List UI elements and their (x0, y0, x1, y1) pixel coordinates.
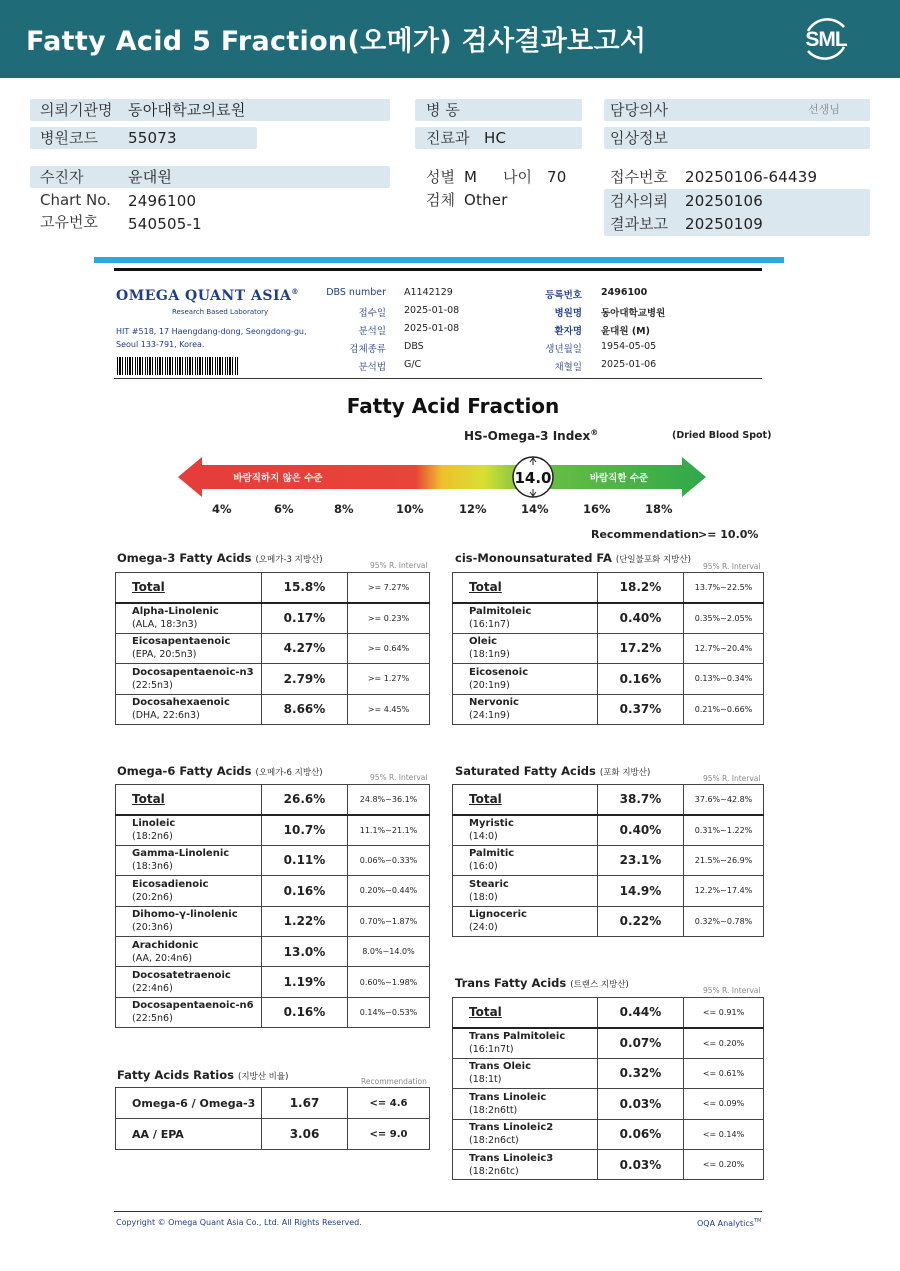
row-name-cell (116, 664, 262, 694)
gauge-value: 14.0 (514, 469, 552, 487)
row-value: 0.07% (598, 1028, 684, 1058)
table-row (116, 603, 430, 633)
table-row-total (453, 785, 764, 815)
row-value: 0.11% (262, 845, 348, 875)
row-name-cell (453, 664, 598, 694)
row-name: Arachidonic (132, 939, 199, 951)
mufa-title-text: cis-Monounsaturated FA (455, 551, 612, 565)
row-name-cell (116, 603, 262, 633)
table-row (453, 1149, 764, 1179)
row-name-cell (453, 633, 598, 663)
row-value: 23.1% (598, 845, 684, 875)
row-value: 0.06% (598, 1119, 684, 1149)
dbs-value: A1142129 (404, 287, 453, 298)
sample-type-label: 검체종류 (349, 344, 386, 355)
table-row (453, 1028, 764, 1058)
table-row (453, 664, 764, 694)
sex-label: 성별 (426, 168, 455, 186)
table-row (453, 1089, 764, 1119)
row-name-cell (116, 815, 262, 845)
table-row-total (116, 785, 430, 815)
scale-label: 8% (334, 502, 354, 516)
table-row (116, 664, 430, 694)
row-name: Palmitic (469, 848, 515, 860)
row-name-cell (116, 694, 262, 724)
total-value: 18.2% (598, 573, 684, 603)
sfa-title (455, 764, 650, 778)
row-name: Alpha-Linolenic (132, 606, 219, 618)
uid-label: 고유번호 (40, 213, 98, 231)
sml-logo-text: SML (805, 28, 847, 51)
row-name: Trans Oleic (469, 1061, 532, 1073)
row-value: 0.03% (598, 1089, 684, 1119)
row-name-cell (116, 845, 262, 875)
doctor-suffix: 선생님 (808, 103, 840, 116)
sample-type-value: DBS (404, 341, 424, 352)
analyzed-value: 2025-01-08 (404, 323, 460, 334)
oqa-subtitle: Research Based Laboratory (172, 308, 269, 316)
reception-label: 접수번호 (610, 168, 668, 186)
row-value: 0.22% (598, 906, 684, 936)
row-range: <= 4.6 (348, 1088, 430, 1119)
row-range: <= 0.09% (684, 1089, 764, 1119)
row-range: >= 4.45% (348, 694, 430, 724)
oqa-logo-reg: ® (291, 287, 299, 296)
total-label: Total (453, 573, 598, 603)
row-subname: (24:1n9) (469, 710, 510, 722)
row-range: 21.5%~26.9% (684, 845, 764, 875)
row-name: Nervonic (469, 697, 519, 709)
row-subname: (EPA, 20:5n3) (132, 649, 197, 661)
row-value: 2.79% (262, 664, 348, 694)
row-range: <= 0.20% (684, 1149, 764, 1179)
row-name: Omega-6 / Omega-3 (132, 1096, 256, 1110)
report-header (0, 0, 900, 78)
row-name-cell (453, 876, 598, 906)
row-name-cell (453, 603, 598, 633)
row-value: 0.16% (598, 664, 684, 694)
row-value: 0.32% (598, 1058, 684, 1088)
blue-divider (94, 257, 784, 263)
trans-title-text: Trans Fatty Acids (455, 976, 567, 990)
row-value: 14.9% (598, 876, 684, 906)
table-row (116, 1119, 430, 1150)
row-range: 0.06%~0.33% (348, 845, 430, 875)
total-value: 38.7% (598, 785, 684, 815)
received-label: 접수일 (358, 308, 386, 319)
dept-label: 진료과 (426, 129, 470, 147)
row-name: Lignoceric (469, 909, 527, 921)
trans-table (452, 997, 764, 1180)
row-value: 0.37% (598, 694, 684, 724)
row-value: 10.7% (262, 815, 348, 845)
ward-label: 병 동 (426, 101, 460, 119)
name-label: 수진자 (40, 168, 84, 186)
table-row (116, 997, 430, 1027)
row-name: Dihomo-γ-linolenic (132, 909, 238, 921)
total-range: 13.7%~22.5% (684, 573, 764, 603)
total-label: Total (453, 998, 598, 1028)
oqa-address-2: Seoul 133-791, Korea. (116, 340, 205, 349)
row-range: <= 0.20% (684, 1028, 764, 1058)
recommendation-value: >= 10.0% (698, 528, 759, 541)
row-name: Eicosapentaenoic (132, 636, 231, 648)
oqa-analytics-brand (697, 1218, 761, 1228)
table-row (116, 845, 430, 875)
row-value: 1.67 (262, 1088, 348, 1119)
trans-title-ko: (트랜스 지방산) (570, 980, 629, 990)
row-range: <= 9.0 (348, 1119, 430, 1150)
trans-interval-label: 95% R. Interval (703, 986, 761, 995)
row-name: Docosahexaenoic (132, 697, 230, 709)
meta-divider (114, 378, 762, 379)
institution-value: 동아대학교의료원 (128, 101, 246, 119)
row-value: 0.40% (598, 815, 684, 845)
table-row-total (116, 573, 430, 603)
row-subname: (18:2n6tt) (469, 1104, 518, 1116)
hospital-value: 동아대학교병원 (601, 308, 666, 319)
row-subname: (DHA, 22:6n3) (132, 710, 200, 722)
table-row-total (453, 573, 764, 603)
collected-value: 2025-01-06 (601, 359, 657, 370)
row-subname: (14:0) (469, 831, 498, 843)
hospital-code-label: 병원코드 (40, 129, 98, 147)
row-value: 0.16% (262, 997, 348, 1027)
row-range: 0.20%~0.44% (348, 876, 430, 906)
row-subname: (16:1n7t) (469, 1044, 514, 1056)
row-range: 0.70%~1.87% (348, 906, 430, 936)
row-name: Docosatetraenoic (132, 970, 231, 982)
dob-value: 1954-05-05 (601, 341, 657, 352)
ratios-title (117, 1068, 288, 1082)
oqa-address-1: HIT #518, 17 Haengdang-dong, Seongdong-gu, (116, 327, 307, 336)
omega3-interval-label: 95% R. Interval (370, 561, 428, 570)
table-row (116, 967, 430, 997)
dob-label: 생년월일 (545, 344, 582, 355)
scale-label: 12% (459, 502, 487, 516)
barcode (117, 357, 239, 375)
total-range: 24.8%~36.1% (348, 785, 430, 815)
row-name: Palmitoleic (469, 606, 532, 618)
row-subname: (18:1n9) (469, 649, 510, 661)
index-title-reg: ® (590, 428, 599, 437)
mufa-title (455, 551, 691, 565)
table-row (116, 633, 430, 663)
reg-value: 2496100 (601, 287, 648, 298)
row-value: 0.03% (598, 1149, 684, 1179)
row-subname: (18:3n6) (132, 861, 173, 873)
table-row (453, 876, 764, 906)
mufa-title-ko: (단일불포화 지방산) (615, 555, 691, 565)
table-row (116, 876, 430, 906)
reception-value: 20250106-64439 (685, 168, 818, 186)
table-row (116, 906, 430, 936)
row-subname: (18:1t) (469, 1074, 502, 1086)
clinical-label: 임상정보 (610, 129, 668, 147)
row-name: Oleic (469, 636, 498, 648)
row-name-cell (116, 906, 262, 936)
row-name-cell (453, 1028, 598, 1058)
row-name-cell (453, 845, 598, 875)
age-value: 70 (547, 168, 567, 186)
uid-value: 540505-1 (128, 215, 202, 233)
row-name: Trans Palmitoleic (469, 1031, 566, 1043)
row-range: >= 0.64% (348, 633, 430, 663)
row-range: >= 1.27% (348, 664, 430, 694)
row-name: Trans Linoleic3 (469, 1152, 554, 1164)
row-range: 8.0%~14.0% (348, 936, 430, 966)
report-date-value: 20250109 (685, 215, 763, 233)
report-title: Fatty Acid 5 Fraction(오메가) 검사결과보고서 (26, 26, 647, 57)
table-row (453, 1058, 764, 1088)
row-name-cell (453, 815, 598, 845)
row-range: 0.14%~0.53% (348, 997, 430, 1027)
name-value: 윤대원 (128, 168, 173, 186)
row-name-cell (453, 1089, 598, 1119)
row-name: Myristic (469, 818, 514, 830)
black-divider (114, 268, 762, 271)
row-value: 1.19% (262, 967, 348, 997)
table-row (453, 694, 764, 724)
total-label: Total (453, 785, 598, 815)
total-label: Total (116, 785, 262, 815)
row-range: 0.32%~0.78% (684, 906, 764, 936)
row-name: Eicosenoic (469, 666, 529, 678)
doctor-label: 담당의사 (610, 101, 668, 119)
row-value: 0.16% (262, 876, 348, 906)
row-name: Docosapentaenoic-n3 (132, 666, 254, 678)
row-name-cell (116, 1088, 262, 1119)
index-title-text: HS-Omega-3 Index (464, 429, 591, 443)
table-row (453, 906, 764, 936)
row-name: Linoleic (132, 818, 176, 830)
total-range: 37.6%~42.8% (684, 785, 764, 815)
sex-value: M (464, 168, 478, 186)
total-value: 26.6% (262, 785, 348, 815)
gauge-bad-label: 바람직하지 않은 수준 (233, 473, 323, 484)
sfa-interval-label: 95% R. Interval (703, 774, 761, 783)
omega3-title-ko: (오메가-3 지방산) (255, 555, 323, 565)
institution-label: 의뢰기관명 (40, 101, 113, 119)
scale-label: 18% (645, 502, 673, 516)
row-name-cell (116, 876, 262, 906)
received-value: 2025-01-08 (404, 305, 460, 316)
reg-label: 등록번호 (545, 290, 582, 301)
scale-label: 14% (521, 502, 549, 516)
row-range: 0.35%~2.05% (684, 603, 764, 633)
row-name-cell (453, 1058, 598, 1088)
ratios-title-ko: (지방산 비율) (238, 1072, 289, 1082)
row-subname: (18:0) (469, 891, 498, 903)
ratios-table (115, 1087, 430, 1150)
row-range: 12.2%~17.4% (684, 876, 764, 906)
row-range: 0.21%~0.66% (684, 694, 764, 724)
omega6-table (115, 784, 430, 1028)
row-subname: (18:2n6ct) (469, 1135, 519, 1147)
oqa-analytics-tm: TM (753, 1218, 762, 1224)
oqa-logo-text: OMEGA QUANT ASIA (116, 287, 292, 304)
omega6-title (117, 764, 323, 778)
row-range: <= 0.14% (684, 1119, 764, 1149)
total-value: 0.44% (598, 998, 684, 1028)
dept-value: HC (484, 129, 507, 147)
row-value: 1.22% (262, 906, 348, 936)
recommendation-label: Recommendation (591, 528, 699, 541)
row-value: 4.27% (262, 633, 348, 663)
omega3-index-gauge (176, 455, 708, 500)
row-name-cell (116, 997, 262, 1027)
omega6-interval-label: 95% R. Interval (370, 773, 428, 782)
row-subname: (18:2n6) (132, 831, 173, 843)
row-name-cell (453, 906, 598, 936)
row-subname: (22:4n6) (132, 983, 173, 995)
table-row (453, 815, 764, 845)
sfa-table (452, 784, 764, 937)
row-value: 0.17% (262, 603, 348, 633)
row-range: 0.60%~1.98% (348, 967, 430, 997)
row-subname: (16:1n7) (469, 619, 510, 631)
row-range: <= 0.61% (684, 1058, 764, 1088)
table-row-total (453, 998, 764, 1028)
fraction-title: Fatty Acid Fraction (346, 394, 560, 418)
table-row (116, 815, 430, 845)
row-name: Trans Linoleic (469, 1091, 547, 1103)
specimen-label: 검체 (426, 191, 455, 209)
oqa-logo (116, 287, 299, 304)
row-name-cell (116, 1119, 262, 1150)
total-range: >= 7.27% (348, 573, 430, 603)
row-range: 0.13%~0.34% (684, 664, 764, 694)
chart-value: 2496100 (128, 192, 197, 210)
row-subname: (22:5n3) (132, 679, 173, 691)
row-name-cell (116, 633, 262, 663)
report-date-label: 결과보고 (610, 215, 668, 233)
patient-label: 환자명 (554, 326, 582, 337)
table-row (453, 1119, 764, 1149)
row-name: Trans Linoleic2 (469, 1122, 554, 1134)
row-name-cell (453, 694, 598, 724)
table-row (453, 845, 764, 875)
mufa-interval-label: 95% R. Interval (703, 562, 761, 571)
row-value: 8.66% (262, 694, 348, 724)
omega3-table (115, 572, 430, 725)
table-row (453, 603, 764, 633)
row-subname: (22:5n6) (132, 1013, 173, 1025)
sfa-title-text: Saturated Fatty Acids (455, 764, 596, 778)
row-range: 0.31%~1.22% (684, 815, 764, 845)
row-subname: (24:0) (469, 922, 498, 934)
request-value: 20250106 (685, 192, 763, 210)
row-name: Docosapentaenoic-n6 (132, 1000, 254, 1012)
chart-label: Chart No. (40, 191, 111, 209)
oqa-analytics-text: OQA Analytics (697, 1218, 754, 1228)
footer-divider (114, 1211, 762, 1212)
dbs-label: DBS number (326, 287, 386, 298)
ratios-title-text: Fatty Acids Ratios (117, 1068, 234, 1082)
sml-logo (800, 13, 852, 65)
index-title (464, 428, 598, 443)
sfa-title-ko: (포화 지방산) (599, 768, 651, 778)
hospital-code-value: 55073 (128, 129, 177, 147)
row-subname: (20:3n6) (132, 922, 173, 934)
row-subname: (ALA, 18:3n3) (132, 619, 198, 631)
row-value: 0.40% (598, 603, 684, 633)
row-name: AA / EPA (132, 1127, 184, 1141)
row-range: >= 0.23% (348, 603, 430, 633)
row-range: 11.1%~21.1% (348, 815, 430, 845)
row-value: 13.0% (262, 936, 348, 966)
row-value: 17.2% (598, 633, 684, 663)
copyright: Copyright © Omega Quant Asia Co., Ltd. All Rights Reserved. (116, 1218, 362, 1227)
row-name: Gamma-Linolenic (132, 848, 230, 860)
omega3-title-text: Omega-3 Fatty Acids (117, 551, 252, 565)
gauge-good-label: 바람직한 수준 (589, 473, 649, 484)
row-name-cell (453, 1119, 598, 1149)
trans-title (455, 976, 629, 990)
row-subname: (AA, 20:4n6) (132, 952, 193, 964)
row-range: 12.7%~20.4% (684, 633, 764, 663)
row-name-cell (116, 936, 262, 966)
total-range: <= 0.91% (684, 998, 764, 1028)
collected-label: 채혈일 (554, 362, 582, 373)
omega3-title (117, 551, 323, 565)
row-subname: (20:2n6) (132, 891, 173, 903)
scale-label: 16% (583, 502, 611, 516)
mufa-table (452, 572, 764, 725)
total-label: Total (116, 573, 262, 603)
method-value: G/C (404, 359, 422, 370)
row-name: Stearic (469, 878, 509, 890)
table-row (453, 633, 764, 663)
table-row (116, 1088, 430, 1119)
scale-label: 6% (274, 502, 294, 516)
row-value: 3.06 (262, 1119, 348, 1150)
specimen-value: Other (464, 191, 508, 209)
age-label: 나이 (503, 168, 532, 186)
analyzed-label: 분석일 (358, 326, 386, 337)
patient-value: 윤대원 (M) (601, 326, 650, 337)
ratios-recommendation-header: Recommendation (361, 1077, 427, 1086)
row-name: Eicosadienoic (132, 878, 209, 890)
hospital-label: 병원명 (554, 308, 582, 319)
dbs-note: (Dried Blood Spot) (672, 430, 772, 441)
omega6-title-text: Omega-6 Fatty Acids (117, 764, 252, 778)
total-value: 15.8% (262, 573, 348, 603)
table-row (116, 936, 430, 966)
table-row (116, 694, 430, 724)
scale-label: 4% (212, 502, 232, 516)
omega6-title-ko: (오메가-6 지방산) (255, 768, 323, 778)
method-label: 분석법 (358, 362, 386, 373)
request-label: 검사의뢰 (610, 192, 668, 210)
row-subname: (20:1n9) (469, 679, 510, 691)
row-name-cell (453, 1149, 598, 1179)
scale-label: 10% (396, 502, 424, 516)
row-subname: (18:2n6tc) (469, 1165, 519, 1177)
info-bar (30, 166, 390, 188)
row-name-cell (116, 967, 262, 997)
row-subname: (16:0) (469, 861, 498, 873)
